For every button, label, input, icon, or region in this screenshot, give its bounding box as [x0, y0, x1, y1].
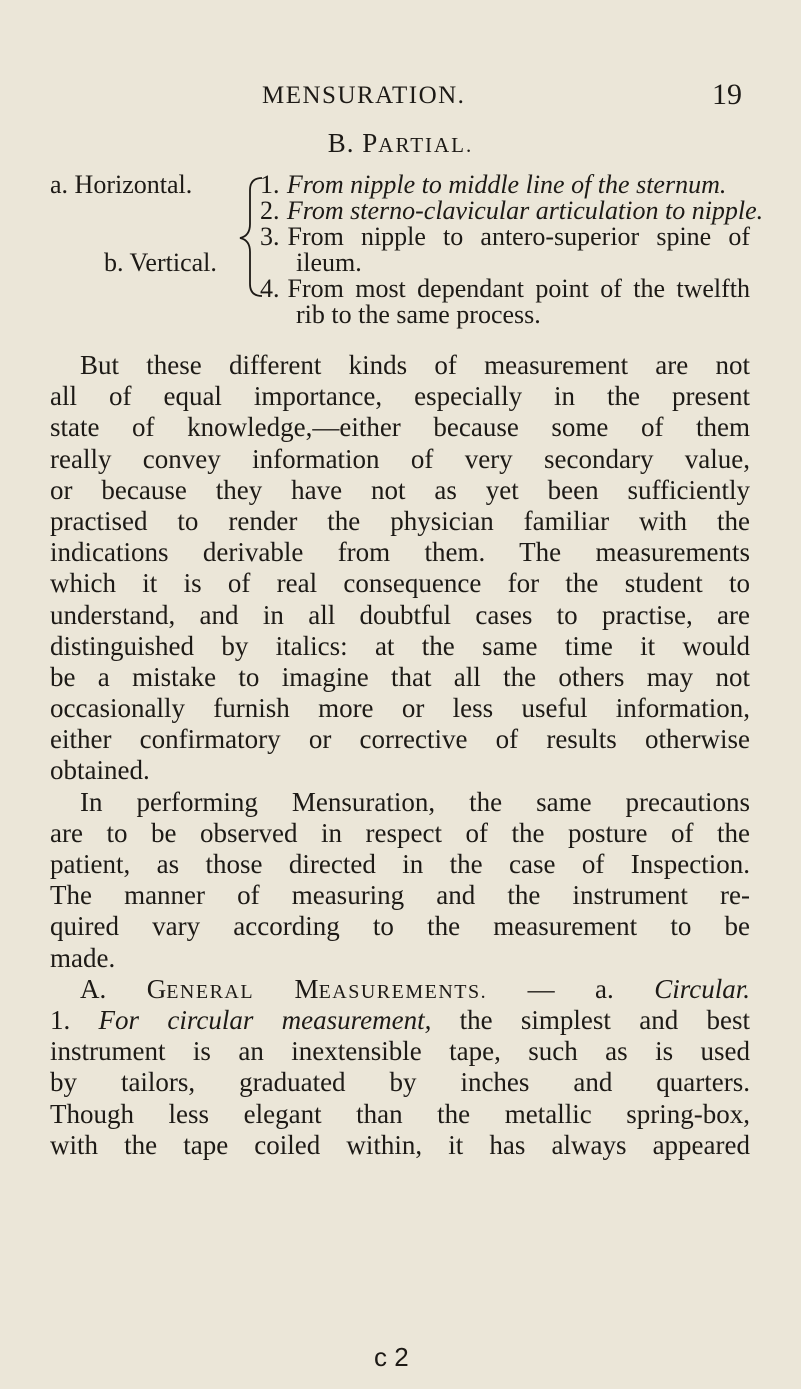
list-item-number: 2. [260, 196, 280, 225]
heading-rest-easurements: EASUREMENTS. [318, 980, 488, 1003]
heading-letter: A. [80, 973, 107, 1004]
text-line: In performing Mensuration, the same precautions [80, 786, 750, 817]
list-item-text: From nipple to antero-superior spine of [287, 222, 750, 251]
signature-mark: c 2 [374, 1342, 409, 1372]
text-line: either confirmatory or corrective of results otherwise [50, 724, 750, 755]
text-line: all of equal importance, especially in the present [50, 381, 750, 412]
paragraph-2 [50, 787, 750, 974]
text-line: which it is of real consequence for the student to [50, 568, 750, 599]
general-measurements-heading [50, 974, 750, 1005]
heading-dash: — a. [527, 973, 614, 1004]
text-line [50, 1005, 750, 1036]
text-line: practised to render the physician familiar with the [50, 505, 750, 536]
list-item-4-continued: rib to the same process. [296, 300, 541, 329]
text-line: distinguished by italics: at the same time it would [50, 630, 750, 661]
section-name-initial: P [362, 128, 379, 158]
running-head: MENSURATION. [262, 82, 466, 109]
text-line: understand, and in all doubtful cases to practise, are [50, 599, 750, 630]
heading-initial-g: G [146, 973, 167, 1004]
list-item-2 [260, 198, 763, 224]
text-line: patient, as those directed in the case of Inspection. [50, 849, 750, 879]
italic-phrase: For circular measurement, [98, 1004, 432, 1035]
text-line: state of knowledge,—either because some of them [50, 412, 750, 443]
list-item-3 [260, 224, 750, 250]
text-line: instrument is an inextensible tape, such as is used [50, 1036, 750, 1067]
text-line: be a mistake to imagine that all the others may not [50, 661, 750, 692]
text-line: quired vary according to the measurement to be [50, 911, 750, 942]
list-item-3-continued: ileum. [296, 248, 362, 277]
section-letter: B. [327, 128, 355, 158]
list-item-number: 4. [260, 274, 280, 303]
paragraph-3 [50, 974, 750, 1161]
text-line: or because they have not as yet been sufficiently [50, 474, 750, 505]
list-item-text: From sterno-clavicular articulation to nipple. [286, 196, 764, 225]
text-line: occasionally furnish more or less useful information, [50, 693, 750, 724]
section-title [0, 128, 801, 159]
page-number: 19 [712, 78, 742, 111]
horizontal-label: a. Horizontal. [50, 170, 193, 199]
list-item-4 [260, 276, 750, 302]
list-item-text: From most dependant point of the twelfth [287, 274, 750, 303]
text-line: The manner of measuring and the instrument re- [50, 880, 750, 911]
text-line: are to be observed in respect of the posture of the [50, 817, 750, 848]
heading-initial-m: M [294, 973, 319, 1004]
section-name-rest: ARTIAL. [378, 133, 474, 157]
text-line: obtained. [50, 755, 150, 786]
heading-circular: Circular. [654, 973, 750, 1004]
item-number: 1. [50, 1004, 71, 1035]
list-item-number: 1. [260, 170, 280, 199]
text-line: made. [50, 942, 116, 973]
body-text [50, 350, 750, 1161]
vertical-label: b. Vertical. [104, 248, 217, 277]
text-line: But these different kinds of measurement are not [80, 350, 750, 380]
list-item-number: 3. [260, 222, 280, 251]
text-line: indications derivable from them. The measurements [50, 537, 750, 568]
text-line: Though less elegant than the metallic spring-box, [50, 1098, 750, 1129]
text-line: by tailors, graduated by inches and quarters. [50, 1067, 750, 1098]
paragraph-1 [50, 350, 750, 787]
heading-rest-eneral: ENERAL [166, 980, 255, 1003]
list-item-1 [260, 172, 726, 198]
text-line: with the tape coiled within, it has always appeared [50, 1129, 750, 1160]
page-header [0, 78, 801, 114]
list-item-text: From nipple to middle line of the sternum. [286, 170, 727, 199]
text-line: really convey information of very secondary value, [50, 443, 750, 474]
text-rest: the simplest and best [431, 1004, 750, 1035]
